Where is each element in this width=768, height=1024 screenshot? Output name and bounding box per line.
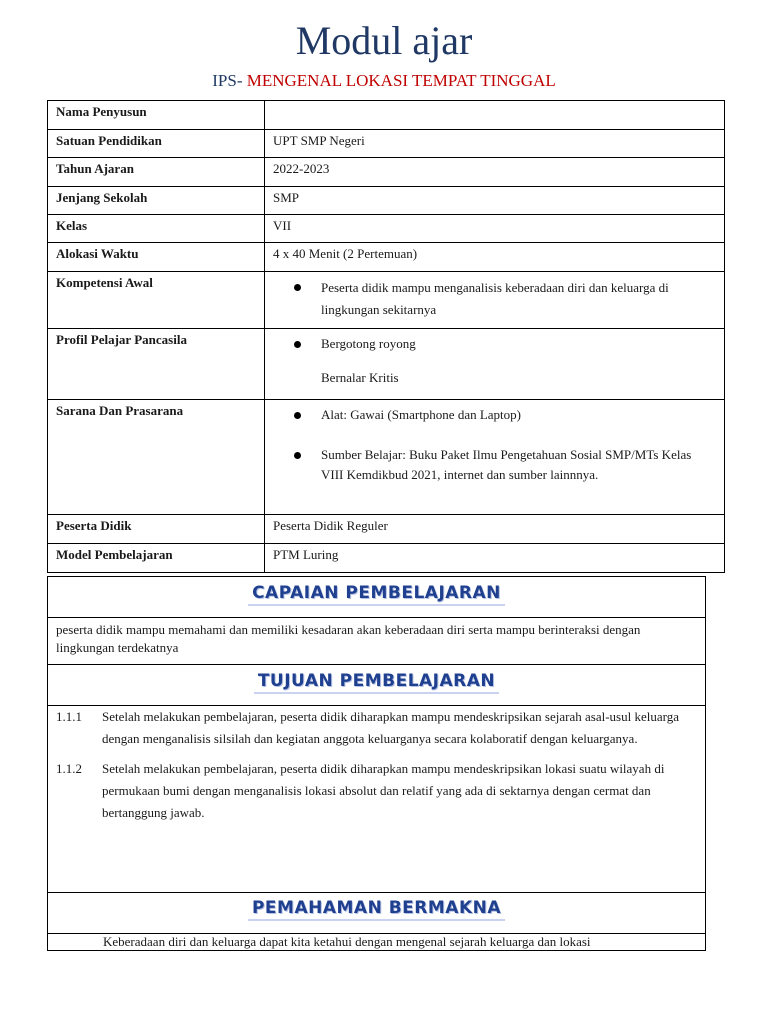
objective-number: 1.1.2 xyxy=(56,761,82,776)
topic-label: MENGENAL LOKASI TEMPAT TINGGAL xyxy=(242,71,556,90)
table-row xyxy=(48,130,725,158)
tujuan-heading-box xyxy=(47,664,706,706)
list-item-text: Bergotong royong xyxy=(321,336,416,351)
pemahaman-text: Keberadaan diri dan keluarga dapat kita ketahui dengan mengenal sejarah keluarga dan lokasi xyxy=(103,934,591,949)
row-value xyxy=(265,272,725,329)
row-label: Tahun Ajaran xyxy=(48,158,265,187)
bullet-icon xyxy=(294,412,301,419)
bullet-icon xyxy=(294,341,301,348)
row-value: SMP xyxy=(265,187,725,215)
row-label: Profil Pelajar Pancasila xyxy=(48,329,265,400)
row-value: PTM Luring xyxy=(265,544,725,573)
capaian-heading: CAPAIAN PEMBELAJARAN xyxy=(48,583,705,606)
table-row xyxy=(48,215,725,243)
table-row xyxy=(48,329,725,400)
row-value: VII xyxy=(265,215,725,243)
pemahaman-heading-box xyxy=(47,892,706,934)
list-item-extra: Bernalar Kritis xyxy=(321,370,399,385)
info-table xyxy=(47,100,725,573)
bullet-icon xyxy=(294,284,301,291)
objective-item xyxy=(48,758,705,824)
list-item xyxy=(273,277,716,321)
list-item-text: Sumber Belajar: Buku Paket Ilmu Pengetahuan Sosial SMP/MTs Kelas VIII Kemdikbud 2021, internet dan sumber lainnnya. xyxy=(321,447,692,482)
objective-text: Setelah melakukan pembelajaran, peserta didik diharapkan mampu mendeskripsikan lokasi suatu wilayah di permukaan bumi dengan menganalisis lokasi absolut dan relatif yang ada di sektarnya dengan cermat dan bertanggung jawab. xyxy=(102,761,665,820)
row-value: UPT SMP Negeri xyxy=(265,130,725,158)
row-label: Nama Penyusun xyxy=(48,101,265,130)
capaian-heading-box xyxy=(47,576,706,618)
table-row xyxy=(48,187,725,215)
row-label: Peserta Didik xyxy=(48,515,265,544)
list-item xyxy=(273,334,716,354)
list-item-text: Peserta didik mampu menganalisis keberadaan diri dan keluarga di lingkungan sekitarnya xyxy=(321,280,669,317)
row-value xyxy=(265,329,725,400)
list-item xyxy=(273,405,716,425)
subject-label: IPS- xyxy=(212,71,243,90)
tujuan-list-box xyxy=(47,705,706,893)
row-value: 2022-2023 xyxy=(265,158,725,187)
row-label: Kompetensi Awal xyxy=(48,272,265,329)
row-value: Peserta Didik Reguler xyxy=(265,515,725,544)
pemahaman-heading: PEMAHAMAN BERMAKNA xyxy=(48,898,705,921)
table-row xyxy=(48,400,725,515)
row-label: Kelas xyxy=(48,215,265,243)
capaian-text: peserta didik mampu memahami dan memiliki kesadaran akan keberadaan diri serta mampu berinteraksi dengan lingkungan terdekatnya xyxy=(56,622,641,655)
row-label: Jenjang Sekolah xyxy=(48,187,265,215)
row-value xyxy=(265,400,725,515)
list-item xyxy=(273,445,716,485)
row-label: Sarana Dan Prasarana xyxy=(48,400,265,515)
document-subtitle xyxy=(0,70,768,92)
objective-item xyxy=(48,706,705,750)
table-row xyxy=(48,158,725,187)
objective-text: Setelah melakukan pembelajaran, peserta didik diharapkan mampu mendeskripsikan sejarah asal-usul keluarga dengan menganalisis silsilah dan kegiatan anggota keluarganya secara kolaboratif dengan keluarganya. xyxy=(102,709,679,746)
row-label: Model Pembelajaran xyxy=(48,544,265,573)
capaian-text-box xyxy=(47,617,706,665)
row-label: Satuan Pendidikan xyxy=(48,130,265,158)
table-row xyxy=(48,101,725,130)
bullet-icon xyxy=(294,452,301,459)
row-value: 4 x 40 Menit (2 Pertemuan) xyxy=(265,243,725,272)
row-value xyxy=(265,101,725,130)
row-label: Alokasi Waktu xyxy=(48,243,265,272)
table-row xyxy=(48,544,725,573)
table-row xyxy=(48,243,725,272)
pemahaman-text-box xyxy=(47,933,706,951)
tujuan-heading: TUJUAN PEMBELAJARAN xyxy=(48,671,705,694)
table-row xyxy=(48,515,725,544)
table-row xyxy=(48,272,725,329)
document-title: Modul ajar xyxy=(295,18,473,63)
list-item-text: Alat: Gawai (Smartphone dan Laptop) xyxy=(321,407,521,422)
objective-number: 1.1.1 xyxy=(56,709,82,724)
